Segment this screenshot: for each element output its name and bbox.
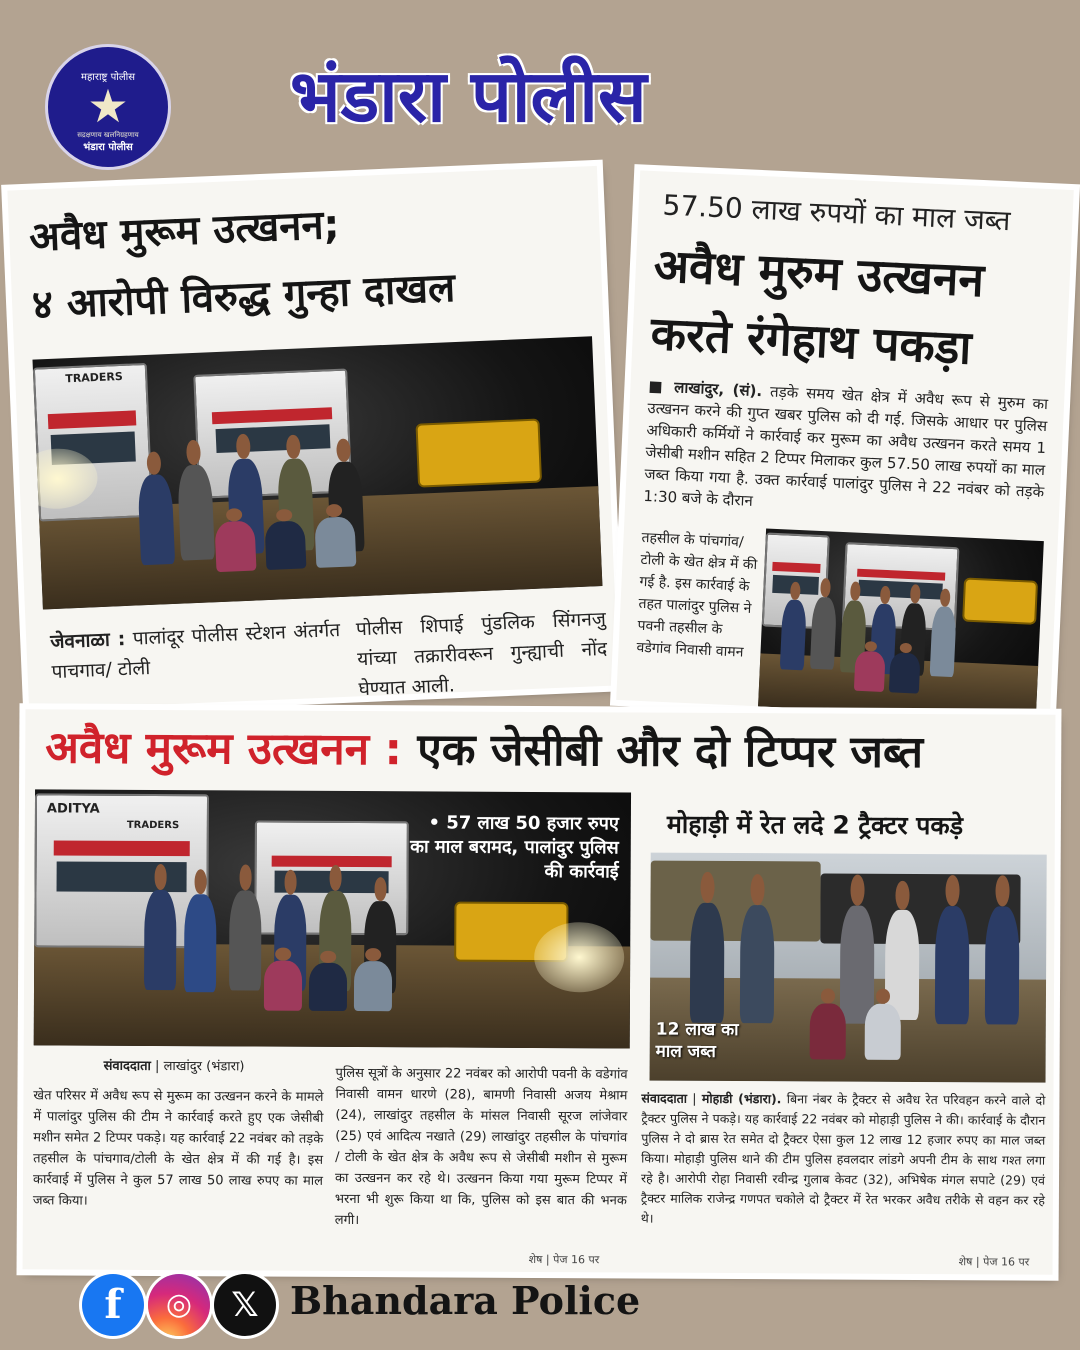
bhandara-police-logo — [45, 44, 171, 170]
social-handle: Bhandara Police — [290, 1278, 641, 1323]
clipping3-headline — [45, 715, 923, 780]
facebook-icon[interactable]: f — [82, 1274, 144, 1336]
truck-label-traders: TRADERS — [126, 819, 180, 832]
clipping1-col1 — [50, 615, 342, 687]
logo-bottom-text: भंडारा पोलीस — [83, 142, 133, 153]
clipping3-side-photo — [650, 853, 1047, 1083]
clipping1-photo — [32, 336, 602, 609]
clipping3-side-photo-caption: 12 लाख का माल जब्त — [655, 1019, 739, 1062]
clipping2-headline-line1: अवैध मुरुम उत्खनन — [652, 238, 986, 308]
clipping3-side-body: संवाददाता | मोहाडी (भंडारा). बिना नंबर के ट्रैक्टर से अवैध रेत परिवहन करने वाले दो ट्रैक्टर पुलिस ने पकड़े। यह कार्रवाई 22 नवंबर को मोहाड़ी पुलिस ने की। कार्रवाई के दौरान पुलिस ने दो ब्रास रेत समेत दो ट्रैक्टर ऐसा कुल 12 लाख 12 हजार रुपए का माल जब्त किया। मोहाड़ी पुलिस थाने की टीम पुलिस हवलदार लांडगे अपनी टीम के साथ गश्त लगा रहे है। आरोपी रोहा निवासी रवीन्द्र गुलाब केवट (32), अभिषेक मंगल सपाटे (29) एवं ट्रैक्टर मालिक राजेन्द्र गणपत चकोले दो ट्रैक्टर में रेत भरकर अवैध तरीके से वहन कर रहे थे। — [640, 1090, 1046, 1226]
truck-label-aditya: ADITYA — [46, 801, 100, 817]
logo-arc-text: महाराष्ट्र पोलीस — [81, 72, 135, 83]
page-title: भंडारा पोलीस — [290, 54, 647, 138]
clipping2-side-text: तहसील के पांचगांव/टोली के खेत क्षेत्र में की गई है. इस कार्रवाई के तहत पालांदुर पुलिस ने पवनी तहसील के वडेगांव निवासी वामन — [636, 529, 758, 661]
news-clipping-hindi-2 — [23, 709, 1056, 1274]
clipping3-headline-red: अवैध मुरूम उत्खनन : — [45, 722, 403, 776]
clipping1-dateline: जेवनाळा : — [49, 628, 126, 654]
clipping3-byline-place: लाखांदुर (भंडारा) — [163, 1059, 245, 1075]
clipping2-lead-text: तड़के समय खेत क्षेत्र में अवैध रूप से मुरुम का उत्खनन करने की गुप्त खबर पुलिस को दी गई. जिसके आधार पर पुलिस अधिकारी कर्मियों ने कार्रवाई कर मुरूम का अवैध उत्खनन करते समय 1 जेसीबी मशीन सहित 2 टिप्पर मिलाकर कुल 57.50 लाख रुपयों का माल जब्त किया गया है. उक्त कार्रवाई पालांदुर पुलिस ने 22 नवंबर को तड़के 1:30 बजे के दौरान — [643, 382, 1049, 510]
clipping3-col2-continued: शेष | पेज 16 पर — [528, 1252, 600, 1267]
news-clipping-marathi — [7, 166, 618, 710]
clipping1-col2-text: पोलीस शिपाई पुंडलिक सिंगनजु यांच्या तक्रारीवरून गुन्ह्याची नोंद घेण्यात आली. — [355, 607, 608, 701]
x-icon[interactable]: 𝕏 — [214, 1274, 276, 1336]
logo-motto: सद्रक्षणाय खलनिग्रहणाय — [77, 131, 139, 139]
clipping3-col2-text: पुलिस सूत्रों के अनुसार 22 नवंबर को आरोपी पवनी के वडेगांव निवासी वामन धारणे (28), बामणी निवासी अजय मेश्राम (24), लाखांदुर तहसील के मांसल निवासी सूरज लांजेवार (25) एवं आदित्य नखाते (29) लाखांदुर तहसील के पांचगांव / टोली के खेत क्षेत्र के अवैध रूप से जेसीबी मशीन से मुरूम का उत्खनन कर रहे थे। उत्खनन किया गया मुरूम टिप्पर में भरना भी शुरू किया था कि, पुलिस को इस बात की भनक लगी। — [334, 1065, 628, 1229]
clipping3-side-continued: शेष | पेज 16 पर — [958, 1255, 1030, 1269]
clipping3-side-byline: संवाददाता — [641, 1090, 688, 1106]
clipping2-dateline: ■ लाखांदुर, (सं). — [648, 377, 763, 401]
clipping3-side-text1: बिना नंबर के ट्रैक्टर से अवैध रेत परिवहन करने वाले दो ट्रैक्टर पुलिस ने पकड़े। यह कार्रवाई 22 नवंबर को मोहाड़ी पुलिस ने की। कार्रवाई के दौरान पुलिस ने दो ब्रास रेत समेत दो ट्रैक्टर ऐसा कुल 12 लाख 12 हजार रुपए का माल जब्त किया। — [641, 1091, 1046, 1166]
clipping3-photo — [34, 789, 631, 1048]
clipping3-byline-name: संवाददाता — [103, 1058, 151, 1074]
news-clipping-hindi-1 — [616, 170, 1074, 719]
clipping3-photo-caption: • 57 लाख 50 हजार रुपए का माल बरामद, पालांदुर पुलिस की कार्रवाई — [410, 812, 619, 883]
clipping3-side-byline-place: मोहाडी (भंडारा). — [701, 1090, 782, 1107]
clipping1-col1-text: पालांदूर पोलीस स्टेशन अंतर्गत पाचगाव/ टोली — [51, 619, 341, 684]
clipping2-photo — [758, 529, 1044, 719]
clipping3-byline: संवाददाता | लाखांदुर (भंडारा) — [103, 1058, 245, 1075]
clipping2-kicker: 57.50 लाख रुपयों का माल जब्त — [661, 188, 1012, 238]
clipping3-headline-black: एक जेसीबी और दो टिप्पर जब्त — [417, 724, 924, 779]
clipping3-col1-text: खेत परिसर में अवैध रूप से मुरूम का उत्खनन करने के मामले में पालांदुर पुलिस की टीम ने कार्रवाई करते हुए एक जेसीबी मशीन समेत 2 टिप्पर पकड़े। यह कार्रवाई 22 नवंबर को तड़के तहसील के पांचगाव/टोली के खेत क्षेत्र में की गई है। इस कार्रवाई में पुलिस ने कुल 57 लाख 50 लाख रुपए का माल जब्त किया। — [32, 1088, 324, 1209]
clipping2-lead — [643, 375, 1049, 525]
clipping1-headline-line2: ४ आरोपी विरुद्ध गुन्हा दाखल — [31, 264, 456, 329]
police-star-icon: ★ — [87, 79, 129, 133]
clipping2-headline-line2: करते रंगेहाथ पकड़ा — [649, 306, 973, 375]
clipping3-side-text2: मोहाड़ी पुलिस थाने की टीम पुलिस हवलदार लांडगे अपनी टीम के साथ गश्त लगा रहे है। आरोपी रोहा निवासी रवीन्द्र गुलाब केवट (32), अभिषेक मंगल सपाटे (29) एवं ट्रैक्टर मालिक राजेन्द्र गणपत चकोले दो ट्रैक्टर में रेत भरकर अवैध तरीके से वहन कर रहे थे। — [640, 1150, 1046, 1226]
instagram-icon[interactable]: ◎ — [148, 1274, 210, 1336]
clipping1-headline-line1: अवैध मुरूम उत्खनन; — [28, 201, 341, 261]
clipping3-side-headline: मोहाड़ी में रेत लदे 2 ट्रैक्टर पकड़े — [666, 809, 964, 841]
truck-label: TRADERS — [65, 369, 124, 386]
